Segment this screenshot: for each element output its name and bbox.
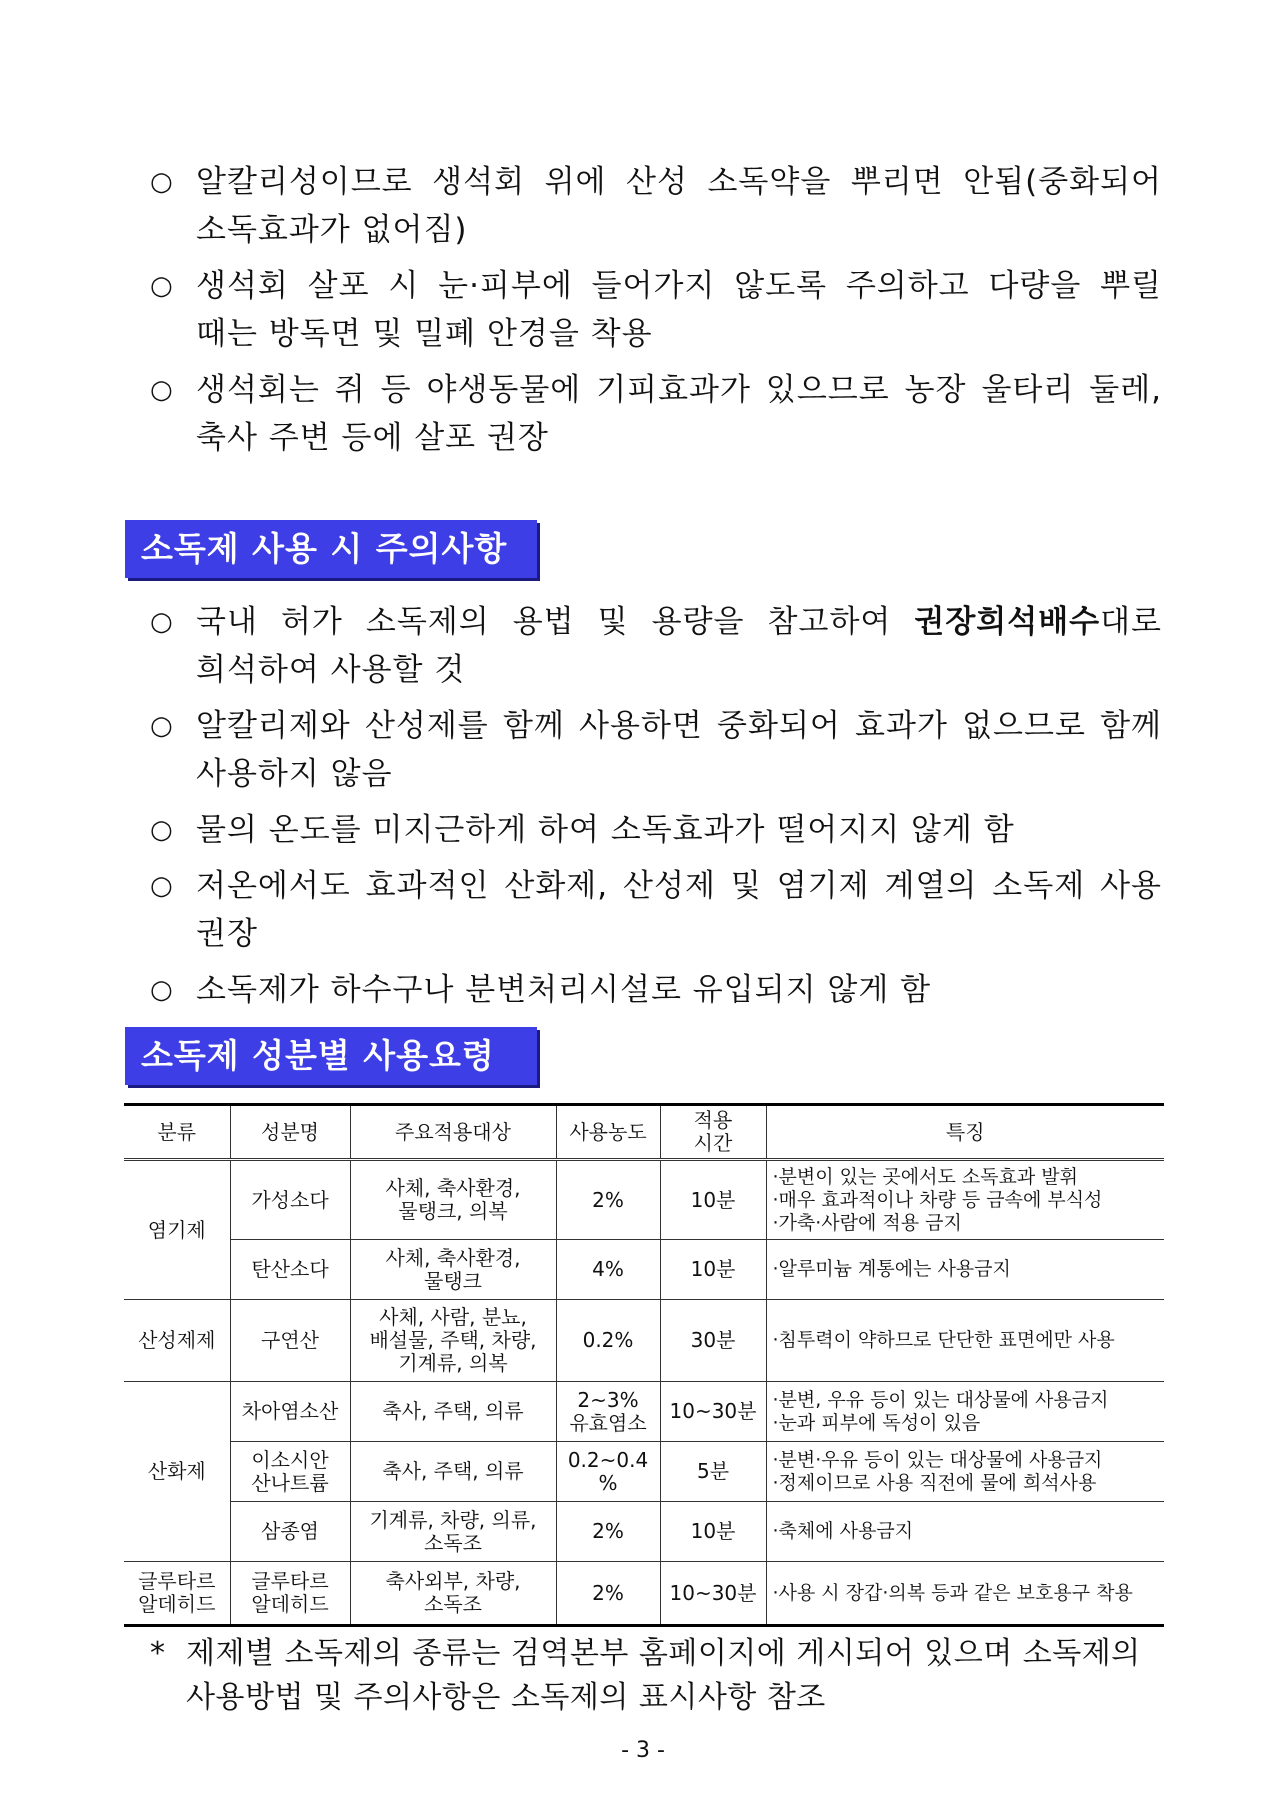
cell-category: 염기제 <box>124 1160 230 1300</box>
header-category: 분류 <box>124 1105 230 1160</box>
page-number: - 3 - <box>621 1738 665 1763</box>
footnote: * 제제별 소독제의 종류는 검역본부 홈페이지에 게시되어 있으며 소독제의 사용방법 및 주의사항은 소독제의 표시사항 참조 <box>150 1636 1141 1715</box>
cell-time: 10~30분 <box>660 1382 766 1442</box>
list-item: ○ 알칼리제와 산성제를 함께 사용하면 중화되어 효과가 없으므로 함께 사용하지 않음 <box>150 708 1162 792</box>
table-row <box>124 1300 1164 1382</box>
cell-target: 축사외부, 차량, 소독조 <box>350 1562 556 1626</box>
cell-concentration: 0.2~0.4 % <box>556 1442 660 1502</box>
list-item: ○ 생석회 살포 시 눈·피부에 들어가지 않도록 주의하고 다량을 뿌릴 때는 방독면 및 밀폐 안경을 착용 <box>150 268 1162 352</box>
cell-target: 기계류, 차량, 의류, 소독조 <box>350 1502 556 1562</box>
cell-ingredient: 가성소다 <box>230 1160 350 1240</box>
cell-features: ·침투력이 약하므로 단단한 표면에만 사용 <box>766 1300 1164 1382</box>
section-header-usage-guide: 소독제 성분별 사용요령 <box>125 1027 537 1085</box>
cell-time: 10분 <box>660 1160 766 1240</box>
cell-time: 30분 <box>660 1300 766 1382</box>
cell-features: ·사용 시 장갑·의복 등과 같은 보호용구 착용 <box>766 1562 1164 1626</box>
cell-concentration: 0.2% <box>556 1300 660 1382</box>
disinfectant-table <box>124 1103 1164 1627</box>
top-bullet-list <box>150 158 1162 470</box>
list-item: ○ 저온에서도 효과적인 산화제, 산성제 및 염기제 계열의 소독제 사용 권장 <box>150 868 1162 952</box>
cell-target: 축사, 주택, 의류 <box>350 1382 556 1442</box>
table-row <box>124 1240 1164 1300</box>
cell-ingredient: 구연산 <box>230 1300 350 1382</box>
cell-category: 산화제 <box>124 1382 230 1562</box>
header-ingredient: 성분명 <box>230 1105 350 1160</box>
cell-target: 사체, 사람, 분뇨, 배설물, 주택, 차량, 기계류, 의복 <box>350 1300 556 1382</box>
table-row <box>124 1382 1164 1442</box>
cell-target: 축사, 주택, 의류 <box>350 1442 556 1502</box>
cell-concentration: 2% <box>556 1160 660 1240</box>
cell-concentration: 2~3% 유효염소 <box>556 1382 660 1442</box>
cell-concentration: 2% <box>556 1502 660 1562</box>
list-item: ○ 물의 온도를 미지근하게 하여 소독효과가 떨어지지 않게 함 <box>150 812 1015 848</box>
table-row <box>124 1442 1164 1502</box>
cell-time: 10~30분 <box>660 1562 766 1626</box>
list-item: ○ 생석회는 쥐 등 야생동물에 기피효과가 있으므로 농장 울타리 둘레, 축사 주변 등에 살포 권장 <box>150 372 1162 456</box>
cell-target: 사체, 축사환경, 물탱크 <box>350 1240 556 1300</box>
cell-ingredient: 글루타르 알데히드 <box>230 1562 350 1626</box>
list-item: ○ 소독제가 하수구나 분변처리시설로 유입되지 않게 함 <box>150 972 932 1008</box>
header-time: 적용 시간 <box>660 1105 766 1160</box>
header-feature: 특징 <box>766 1105 1164 1160</box>
cell-target: 사체, 축사환경, 물탱크, 의복 <box>350 1160 556 1240</box>
table-row <box>124 1160 1164 1240</box>
header-concentration: 사용농도 <box>556 1105 660 1160</box>
cell-time: 5분 <box>660 1442 766 1502</box>
cell-ingredient: 이소시안 산나트륨 <box>230 1442 350 1502</box>
cell-time: 10분 <box>660 1502 766 1562</box>
cell-features: ·분변이 있는 곳에서도 소독효과 발휘 ·매우 효과적이나 차량 등 금속에 부식성 ·가축·사람에 적용 금지 <box>766 1160 1164 1240</box>
cell-ingredient: 삼종염 <box>230 1502 350 1562</box>
cell-features: ·축체에 사용금지 <box>766 1502 1164 1562</box>
cell-features: ·분변·우유 등이 있는 대상물에 사용금지 ·정제이므로 사용 직전에 물에 희석사용 <box>766 1442 1164 1502</box>
cell-features: ·분변, 우유 등이 있는 대상물에 사용금지 ·눈과 피부에 독성이 있음 <box>766 1382 1164 1442</box>
section-header-precautions: 소독제 사용 시 주의사항 <box>125 520 537 578</box>
header-target: 주요적용대상 <box>350 1105 556 1160</box>
precautions-list <box>150 598 1162 1022</box>
cell-category: 산성제제 <box>124 1300 230 1382</box>
cell-ingredient: 탄산소다 <box>230 1240 350 1300</box>
table-row <box>124 1562 1164 1626</box>
cell-time: 10분 <box>660 1240 766 1300</box>
list-item: ○ 국내 허가 소독제의 용법 및 용량을 참고하여 권장희석배수대로 희석하여 사용할 것 <box>150 604 1162 688</box>
list-item: ○ 알칼리성이므로 생석회 위에 산성 소독약을 뿌리면 안됨(중화되어 소독효과가 없어짐) <box>150 164 1162 248</box>
cell-concentration: 2% <box>556 1562 660 1626</box>
cell-concentration: 4% <box>556 1240 660 1300</box>
cell-ingredient: 차아염소산 <box>230 1382 350 1442</box>
cell-features: ·알루미늄 계통에는 사용금지 <box>766 1240 1164 1300</box>
table-row <box>124 1502 1164 1562</box>
emphasis-text: 권장희석배수 <box>914 604 1101 640</box>
cell-category: 글루타르 알데히드 <box>124 1562 230 1626</box>
table-header-row <box>124 1105 1164 1160</box>
